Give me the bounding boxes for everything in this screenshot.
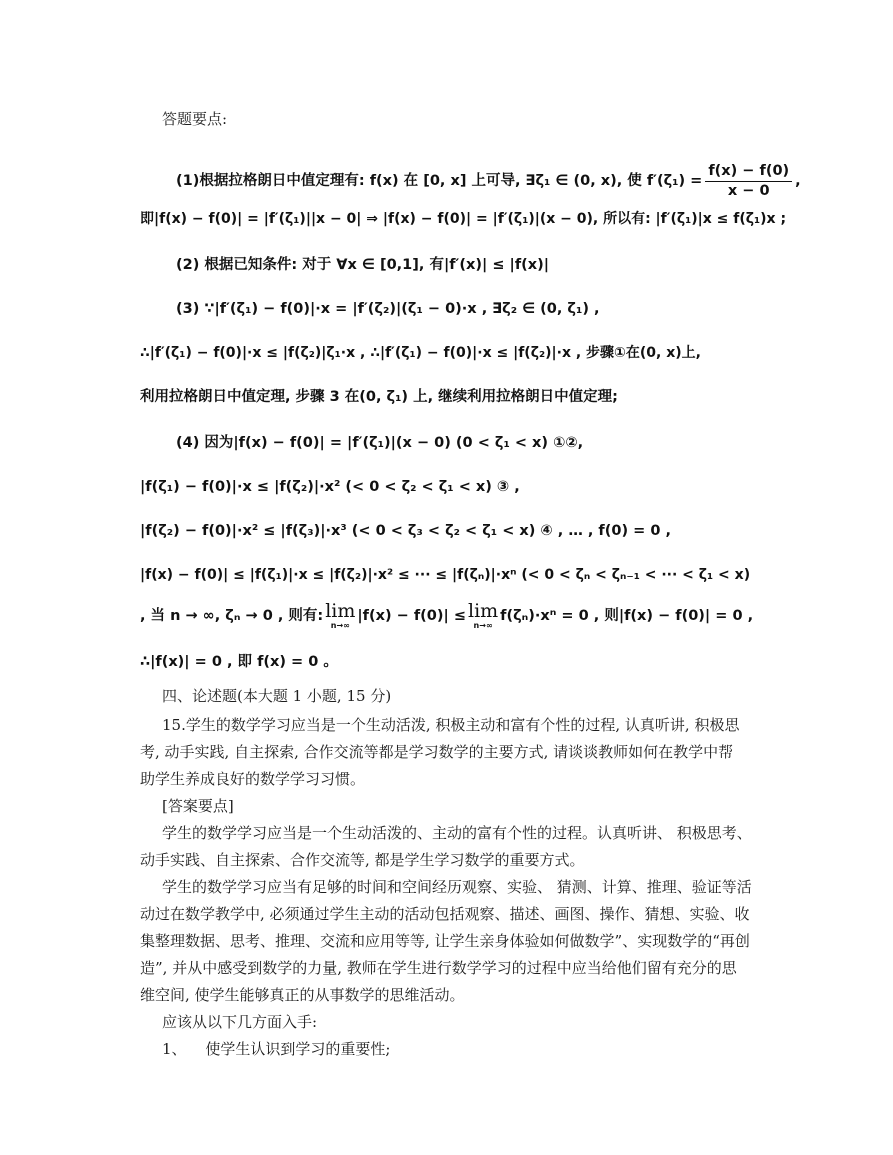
answer-paragraph-2-line-5: 维空间, 使学生能够真正的从事数学的思维活动。 (140, 986, 465, 1004)
point-4-limit-condition: , 当 n → ∞, ζₙ → 0 , 则有: (140, 607, 324, 624)
limit-subscript: n→∞ (330, 621, 350, 630)
answer-paragraph-2-line-4: 造”, 并从中感受到数学的力量, 教师在学生进行数学学习的过程中应当给他们留有充分的思 (140, 959, 737, 977)
point-1-fraction (705, 164, 792, 198)
point-4-line-3: |f(ζ₂) − f(0)|·x² ≤ |f(ζ₃)|·x³ (< 0 < ζ₃ < ζ₂ < ζ₁ < x) ④ , … , f(0) = 0 , (140, 523, 671, 539)
limit-subscript: n→∞ (473, 621, 493, 630)
point-1-line-2: 即|f(x) − f(0)| = |f′(ζ₁)||x − 0| ⇒ |f(x) − f(0)| = |f′(ζ₁)|(x − 0), 所以有: |f′(ζ₁)|x ≤ f(ζ₁)x ; (140, 211, 787, 227)
limit-word: lim (468, 600, 499, 622)
point-1-comma: , (795, 172, 801, 189)
fraction-denominator: x − 0 (727, 182, 770, 199)
limit-word: lim (325, 600, 356, 622)
answer-paragraph-2-line-2: 动过在数学教学中, 必须通过学生主动的活动包括观察、描述、画图、操作、猜想、实验、收 (140, 905, 750, 923)
question-15-line-3: 助学生养成良好的数学学习习惯。 (140, 770, 366, 788)
answer-heading: 答题要点: (162, 110, 228, 128)
point-3-line-3: 利用拉格朗日中值定理, 步骤 3 在(0, ζ₁) 上, 继续利用拉格朗日中值定理; (140, 389, 618, 405)
point-1-line-1 (176, 164, 801, 198)
answer-paragraph-2-line-3: 集整理数据、思考、推理、交流和应用等等, 让学生亲身体验如何做数学”、实现数学的“再创 (140, 932, 750, 950)
point-1-text: (1)根据拉格朗日中值定理有: f(x) 在 [0, x] 上可导, ∃ζ₁ ∈ (0, x), 使 f′(ζ₁) = (176, 172, 703, 189)
point-2: (2) 根据已知条件: 对于 ∀x ∈ [0,1], 有|f′(x)| ≤ |f(x)| (176, 257, 550, 273)
point-4-line-4: |f(x) − f(0)| ≤ |f(ζ₁)|·x ≤ |f(ζ₂)|·x² ≤ ··· ≤ |f(ζₙ)|·xⁿ (< 0 < ζₙ < ζₙ₋₁ < ··· < ζ₁ < x) (140, 567, 751, 583)
section-4-title: 四、论述题(本大题 1 小题, 15 分) (162, 687, 392, 705)
point-4-conclusion: ∴|f(x)| = 0 , 即 f(x) = 0 。 (140, 654, 338, 670)
answer-paragraph-2-line-1: 学生的数学学习应当有足够的时间和空间经历观察、实验、 猜测、计算、推理、验证等活 (162, 878, 752, 896)
point-4-line-5 (140, 602, 753, 630)
point-4-line-2: |f(ζ₁) − f(0)|·x ≤ |f(ζ₂)|·x² (< 0 < ζ₂ < ζ₁ < x) ③ , (140, 479, 520, 495)
question-15-line-2: 考, 动手实践, 自主探索, 合作交流等都是学习数学的主要方式, 请谈谈教师如何在教学中帮 (140, 743, 734, 761)
answer-label: [答案要点] (162, 797, 234, 815)
answer-paragraph-3: 应该从以下几方面入手: (162, 1013, 318, 1031)
point-4-limit-lhs: |f(x) − f(0)| ≤ (357, 607, 466, 624)
answer-paragraph-1-line-1: 学生的数学学习应当是一个生动活泼的、主动的富有个性的过程。认真听讲、 积极思考、 (162, 824, 752, 842)
point-3-line-1: (3) ∵|f′(ζ₁) − f(0)|·x = |f′(ζ₂)|(ζ₁ − 0)·x , ∃ζ₂ ∈ (0, ζ₁) , (176, 301, 600, 317)
question-15-line-1: 15.学生的数学学习应当是一个生动活泼, 积极主动和富有个性的过程, 认真听讲, 积极思 (162, 716, 740, 734)
answer-paragraph-1-line-2: 动手实践、自主探索、合作交流等, 都是学生学习数学的重要方式。 (140, 851, 585, 869)
limit-symbol-2 (468, 602, 498, 630)
fraction-numerator: f(x) − f(0) (705, 164, 792, 182)
list-item-text: 使学生认识到学习的重要性; (205, 1040, 391, 1058)
point-3-line-2: ∴|f′(ζ₁) − f(0)|·x ≤ |f(ζ₂)|ζ₁·x , ∴|f′(ζ₁) − f(0)|·x ≤ |f(ζ₂)|·x , 步骤①在(0, x)上, (140, 345, 701, 361)
point-4-limit-rhs: f(ζₙ)·xⁿ = 0 , 则|f(x) − f(0)| = 0 , (500, 607, 754, 624)
point-4-line-1: (4) 因为|f(x) − f(0)| = |f′(ζ₁)|(x − 0) (0 < ζ₁ < x) ①②, (176, 435, 584, 451)
list-item (162, 1042, 390, 1057)
limit-symbol-1 (325, 602, 355, 630)
list-item-number: 1、 (162, 1040, 187, 1058)
